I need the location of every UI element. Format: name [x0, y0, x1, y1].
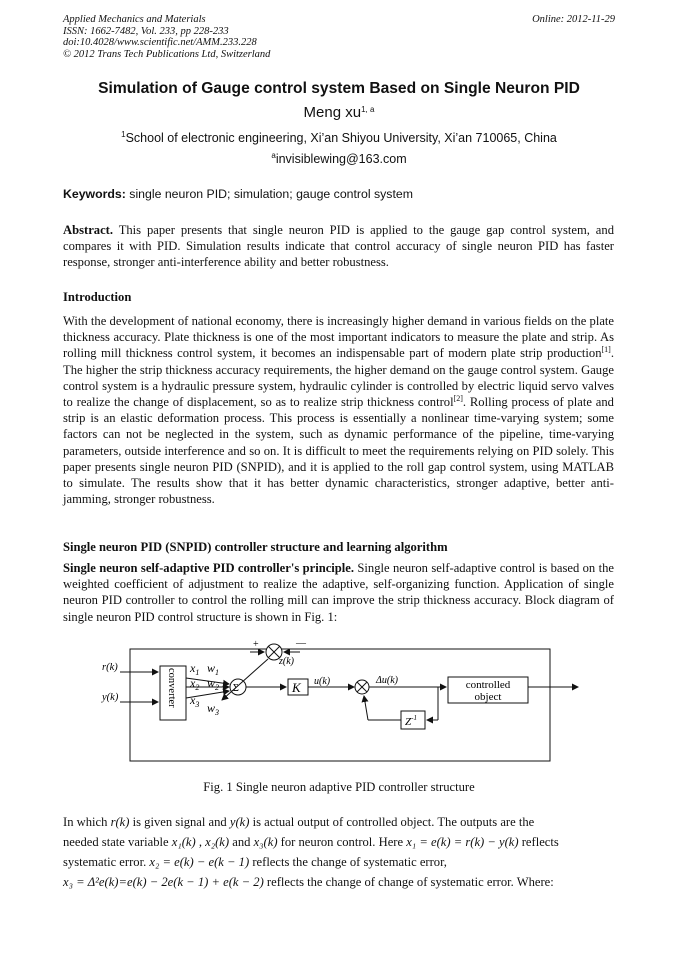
doi-line: doi:10.4028/www.scientific.net/AMM.233.228	[63, 37, 257, 48]
w3-label: $w_3$	[207, 701, 220, 717]
figure-caption: Fig. 1 Single neuron adaptive PID controller structure	[203, 780, 475, 794]
u-label: u(k)	[314, 676, 331, 687]
w2-label: $w_2$	[207, 676, 220, 692]
bottom-line-3: systematic error. x₂ = e(k) − e(k − 1) reflects the change of systematic error,	[63, 855, 447, 869]
email	[0, 152, 678, 166]
bottom-line-1: In which r(k) is given signal and y(k) is actual output of controlled object. The outputs are the	[63, 815, 535, 829]
minus-sign: —	[296, 638, 306, 649]
delay-label: $Z^{-1}$	[405, 714, 417, 728]
abstract	[63, 222, 614, 271]
author-line	[0, 104, 678, 121]
intro-part3: . Rolling process of plate and strip is an elastic deformation process. This process is essentially a nonlinear time-varying system; some factors can not be neglected in the system, such as dynamic performance of the pipeline, time-varying parameters, outside interference and so on. It is difficult to meet the requirements relying on PID solely. This paper presents single neuron PID (SNPID), and it is applied to the roll gap control system, using MATLAB to simulate. The results show that it has better dynamic characteristics, stronger adaptive, better anti-jamming, stronger robustness.	[63, 395, 614, 507]
ref-2[interactable]: [2]	[453, 394, 463, 404]
bottom-text	[63, 812, 614, 892]
introduction-heading: Introduction	[63, 290, 132, 304]
author-sup: 1, a	[361, 105, 375, 114]
section2-heading: Single neuron PID (SNPID) controller structure and learning algorithm	[63, 540, 448, 554]
plus-sign: +	[253, 639, 259, 650]
bottom-line-4: x₃ = Δ²e(k)=e(k) − 2e(k − 1) + e(k − 2) reflects the change of change of systematic error. Where:	[63, 875, 554, 889]
w1-label: $w_1$	[207, 661, 220, 677]
issn-line: ISSN: 1662-7482, Vol. 233, pp 228-233	[63, 25, 229, 37]
paper-title: Simulation of Gauge control system Based on Single Neuron PID	[98, 80, 580, 97]
intro-part2: . The higher the strip thickness accuracy requirements, the higher demand on the gauge control system. Gauge control system is a hydraulic pressure system, hydraulic cylinder is controlled by electric liquid servo valves to realize the change of displacement, so as to realize strip thickness control	[63, 346, 614, 410]
k-label: K	[292, 680, 301, 695]
keywords	[63, 187, 615, 201]
affiliation	[0, 131, 678, 145]
ref-1[interactable]: [1]	[601, 345, 611, 355]
keywords-text: single neuron PID; simulation; gauge control system	[125, 187, 413, 201]
x1-label: $x_1$	[190, 661, 200, 677]
sigma-label: Σ	[233, 683, 239, 694]
delta-u-label: Δu(k)	[376, 675, 398, 686]
section2-body	[63, 560, 614, 625]
controlled-label: controlled	[465, 679, 511, 691]
x3-label: $x_3$	[190, 693, 200, 709]
object-label: object	[474, 691, 502, 703]
copyright-line: © 2012 Trans Tech Publications Ltd, Switzerland	[63, 48, 271, 60]
r-label: r(k)	[102, 662, 118, 673]
author-name: Meng xu	[303, 104, 362, 121]
email-sup: a	[271, 151, 276, 160]
email-text: invisiblewing@163.com	[275, 152, 407, 166]
abstract-label: Abstract.	[63, 223, 114, 237]
keywords-label: Keywords:	[63, 187, 126, 201]
section2-text: Single neuron self-adaptive control is based on the weighted coefficient of adjustment to realize the adaptive, self-organizing function. Application of single neuron PID controller to control the rolling mill can improve the strip thickness accuracy. Block diagram of single neuron PID control structure is shown in Fig. 1:	[63, 561, 614, 624]
introduction-body	[63, 313, 614, 507]
abstract-text: This paper presents that single neuron PID is applied to the gauge gap control system, and compares it with PID. Simulation results indicate that control accuracy of single neuron PID has faster response, stronger anti-interference ability and better robustness.	[63, 223, 614, 270]
pid-block-diagram	[100, 634, 580, 769]
online-date: Online: 2012-11-29	[532, 14, 615, 25]
journal-header	[63, 14, 615, 60]
x2-label: $x_2$	[190, 676, 200, 692]
z-label: z(k)	[279, 656, 294, 667]
journal-name: Applied Mechanics and Materials	[63, 14, 206, 25]
affiliation-sup: 1	[121, 130, 126, 139]
converter-label: converter	[166, 668, 177, 708]
section2-lead: Single neuron self-adaptive PID controller's principle.	[63, 561, 355, 575]
intro-part1: With the development of national economy, there is increasingly higher demand in various fields on the plate thickness accuracy. Plate thickness is one of the most important indicators to measure the plate and strip. As rolling mill thickness control system, it becomes an indispensable part of modern plate strip production	[63, 314, 614, 361]
affiliation-text: School of electronic engineering, Xi’an Shiyou University, Xi’an 710065, China	[125, 131, 557, 145]
bottom-line-2: needed state variable x₁(k) , x₂(k) and x₃(k) for neuron control. Here x₁ = e(k) = r(k) − y(k) reflects	[63, 835, 559, 849]
y-label: y(k)	[102, 692, 119, 703]
